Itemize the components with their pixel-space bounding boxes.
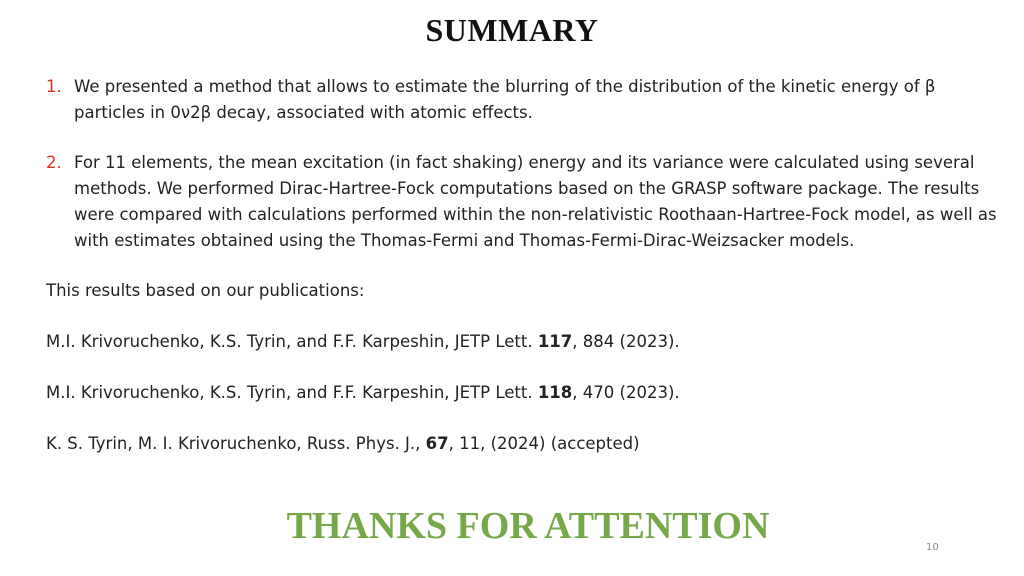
- summary-item-1: [46, 74, 1006, 126]
- publication-volume: 67: [425, 434, 449, 453]
- item-text: For 11 elements, the mean excitation (in fact shaking) energy and its variance were calculated using several methods. We performed Dirac-Hartree-Fock computations based on the GRASP software package. The results were compared with calculations performed within the non-relativistic Roothaan-Hartree-Fock model, as well as with estimates obtained using the Thomas-Fermi and Thomas-Fermi-Dirac-Weizsacker models.: [74, 153, 997, 250]
- publication-3: [46, 431, 1006, 457]
- publication-pages: , 11, (2024) (accepted): [448, 434, 640, 453]
- slide-title: SUMMARY: [425, 12, 599, 48]
- publications-intro: This results based on our publications:: [46, 281, 365, 300]
- publication-volume: 118: [537, 383, 573, 402]
- publication-pages: , 470 (2023).: [572, 383, 680, 402]
- item-number: 2.: [46, 153, 62, 172]
- slide-content: [46, 74, 1006, 482]
- thanks-banner: THANKS FOR ATTENTION: [286, 505, 770, 547]
- summary-item-2: [46, 150, 1006, 254]
- publication-authors: M.I. Krivoruchenko, K.S. Tyrin, and F.F. Karpeshin, JETP Lett.: [46, 332, 538, 351]
- publication-1: [46, 329, 1006, 355]
- page-number: 10: [926, 542, 939, 553]
- publication-pages: , 884 (2023).: [572, 332, 680, 351]
- publication-volume: 117: [537, 332, 573, 351]
- publication-authors: K. S. Tyrin, M. I. Krivoruchenko, Russ. Phys. J.,: [46, 434, 426, 453]
- publication-2: [46, 380, 1006, 406]
- item-text: We presented a method that allows to estimate the blurring of the distribution of the kinetic energy of β particles in 0ν2β decay, associated with atomic effects.: [74, 77, 936, 122]
- publication-authors: M.I. Krivoruchenko, K.S. Tyrin, and F.F. Karpeshin, JETP Lett.: [46, 383, 538, 402]
- item-number: 1.: [46, 77, 62, 96]
